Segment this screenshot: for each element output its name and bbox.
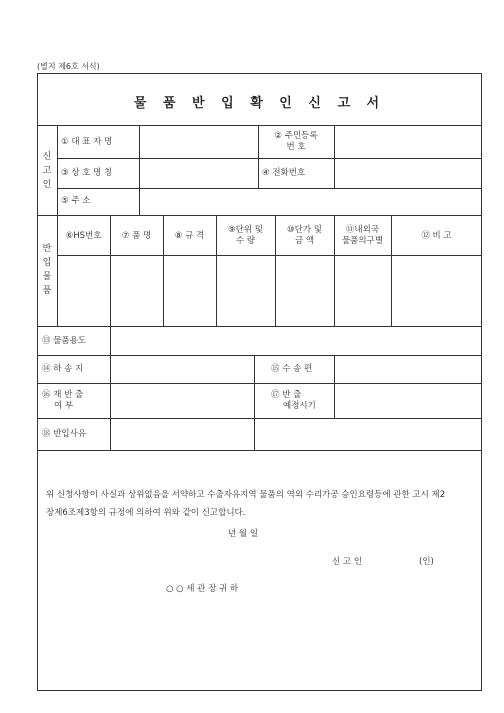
divider-decl-1 — [57, 158, 482, 159]
col-spec: ⑧ 규 격 — [174, 231, 205, 241]
divider-lower-mid — [254, 355, 255, 450]
form-frame — [37, 73, 482, 691]
signer-label: 신 고 인 — [332, 557, 363, 567]
addressee-line: ○ ○ 세 관 장 귀 하 — [166, 584, 239, 594]
declarant-group-label: 신 고 인 — [42, 152, 52, 190]
company-name-label: ③ 상 호 명 칭 — [61, 168, 113, 178]
divider-group-col — [57, 125, 58, 326]
divider-goods-header — [57, 255, 482, 256]
divider-goods-top — [37, 215, 482, 216]
transport-label: ⑮ 수 송 편 — [271, 364, 313, 374]
form-number-label: (별지 제6호 서식) — [37, 62, 100, 71]
rep-name-label: ① 대 표 자 명 — [61, 137, 113, 147]
col-price-amount: ⑩단가 및 금 액 — [287, 225, 322, 246]
col-origin-type: ⑪내외국 물품의구별 — [341, 225, 384, 246]
declaration-text: 위 신청사항이 사실과 상위없음을 서약하고 수출자유지역 물품의 역외 수리가공 승인요령등에 관한 고시 제2 장제6조제3항의 규정에 의하여 위와 같이 신고합니다. — [46, 490, 446, 518]
reexport-label: ⑯ 재 반 출 여 부 — [42, 390, 84, 411]
col-hs-code: ⑥HS번호 — [65, 231, 102, 241]
divider-row-1 — [37, 355, 482, 356]
col-unit-qty: ⑨단위 및 수 량 — [228, 225, 263, 246]
export-schedule-label: ⑰ 반 출 예정시기 — [271, 390, 316, 411]
divider-decl-right — [334, 125, 335, 188]
col-item-name: ⑦ 품 명 — [121, 231, 152, 241]
purpose-label: ⑬ 물품용도 — [42, 336, 87, 346]
divider-decl-2 — [57, 188, 482, 189]
seal-mark: (인) — [419, 557, 434, 567]
divider-row-4 — [37, 450, 482, 451]
resident-no-label: ② 주민등록 번 호 — [274, 131, 318, 152]
divider-title — [37, 125, 482, 126]
divider-lower-label — [110, 326, 111, 450]
divider-lower-right — [334, 355, 335, 418]
divider-row-3 — [37, 418, 482, 419]
divider-goods-bottom — [37, 326, 482, 327]
form-title: 물 품 반 입 확 인 신 고 서 — [133, 96, 386, 111]
divider-row-2 — [37, 383, 482, 384]
phone-label: ④ 전화번호 — [262, 168, 306, 178]
reason-label: ⑱ 반입사유 — [42, 429, 87, 439]
shipper-label: ⑭ 하 송 지 — [42, 364, 84, 374]
goods-group-label: 반 입 물 품 — [42, 244, 52, 296]
col-remarks: ⑫ 비 고 — [421, 231, 452, 241]
date-line: 년 월 일 — [228, 529, 259, 539]
address-label: ⑤ 주 소 — [61, 196, 91, 206]
divider-decl-label — [139, 125, 140, 215]
